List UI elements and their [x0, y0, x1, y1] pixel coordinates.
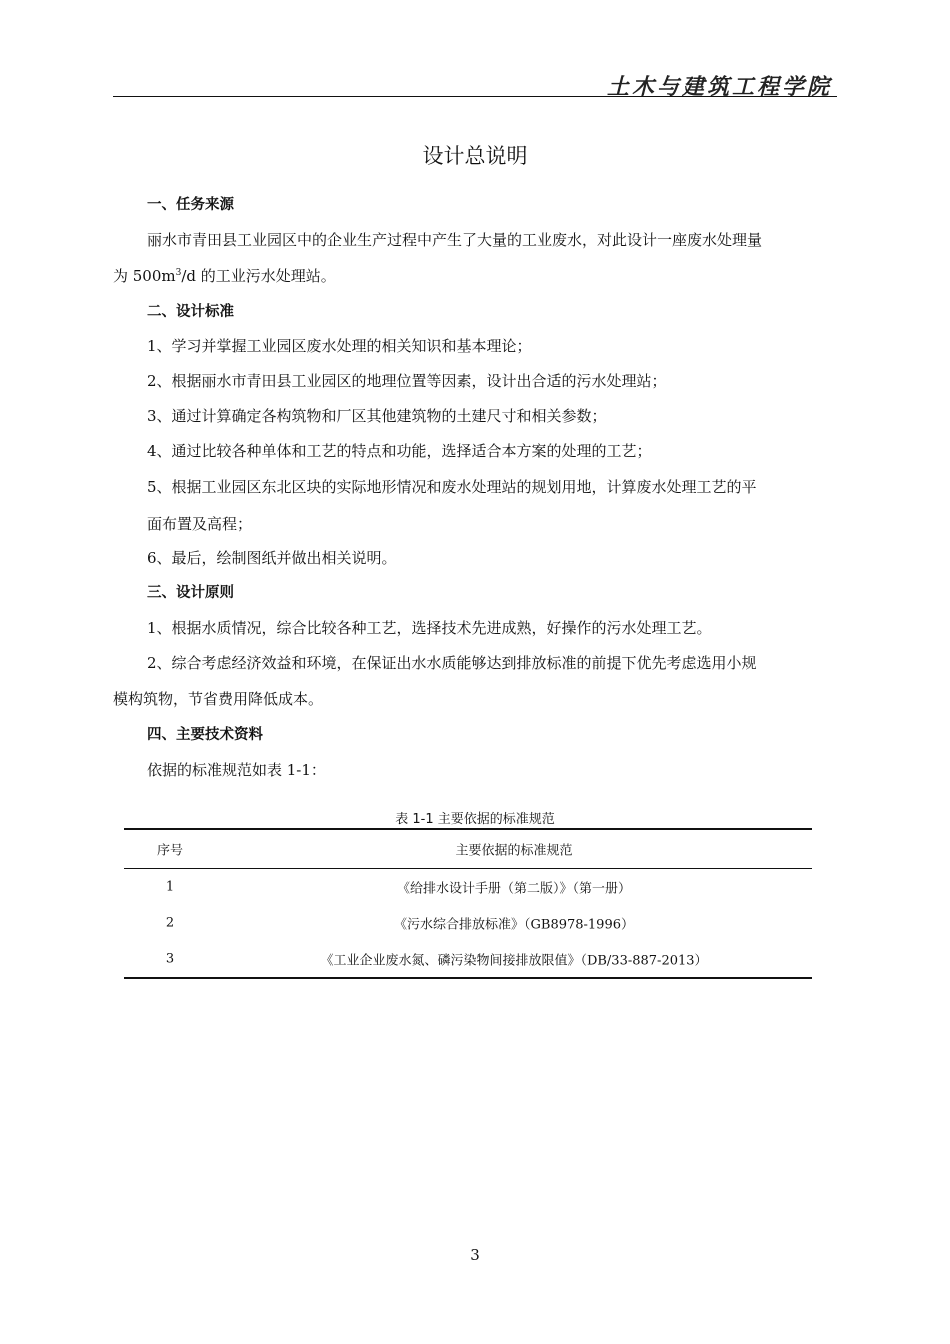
cell-no: 1: [165, 879, 175, 895]
paragraph-line: 依据的标准规范如表 1-1：: [147, 761, 326, 779]
text-fragment: /d 的工业污水处理站。: [181, 267, 336, 285]
section-heading-1: 一、任务来源: [147, 197, 234, 213]
header-cell-no: 序号: [156, 843, 183, 859]
paragraph-line: [113, 266, 837, 286]
cell-no: 3: [165, 951, 175, 967]
section-heading-3: 三、设计原则: [147, 585, 234, 601]
section-heading-2: 二、设计标准: [147, 304, 234, 320]
list-item-continuation: 面布置及高程；: [147, 515, 253, 533]
cell-standard: 《工业企业废水氮、磷污染物间接排放限值》（DB/33-887-2013）: [320, 953, 708, 969]
college-logo: 土木与建筑工程学院: [606, 74, 832, 100]
paragraph-line: 丽水市青田县工业园区中的企业生产过程中产生了大量的工业废水，对此设计一座废水处理量: [147, 231, 763, 249]
header-rule: [113, 96, 837, 97]
list-item: 5、根据工业园区东北区块的实际地形情况和废水处理站的规划用地，计算废水处理工艺的平: [147, 478, 757, 496]
table-row: [124, 869, 812, 905]
standards-table: [124, 828, 812, 979]
table-row: [124, 941, 812, 977]
cell-no: 2: [165, 915, 175, 931]
page-title: 设计总说明: [422, 144, 528, 168]
list-item: 4、通过比较各种单体和工艺的特点和功能，选择适合本方案的处理的工艺；: [147, 442, 652, 460]
text-fragment: 为 500m: [113, 267, 176, 285]
list-item: 2、综合考虑经济效益和环境，在保证出水水质能够达到排放标准的前提下优先考虑选用小规: [147, 654, 757, 672]
list-item: 6、最后，绘制图纸并做出相关说明。: [147, 549, 397, 567]
list-item: 2、根据丽水市青田县工业园区的地理位置等因素，设计出合适的污水处理站；: [147, 372, 667, 390]
list-item: 3、通过计算确定各构筑物和厂区其他建筑物的土建尺寸和相关参数；: [147, 407, 607, 425]
cell-standard: 《污水综合排放标准》（GB8978-1996）: [394, 917, 634, 933]
list-item-continuation: 模构筑物，节省费用降低成本。: [113, 690, 324, 708]
list-item: 1、学习并掌握工业园区废水处理的相关知识和基本理论；: [147, 337, 532, 355]
table-row: [124, 905, 812, 941]
superscript: 3: [175, 268, 182, 278]
section-heading-4: 四、主要技术资料: [147, 727, 263, 743]
table-caption: 表 1-1 主要依据的标准规范: [395, 812, 555, 827]
list-item: 1、根据水质情况，综合比较各种工艺，选择技术先进成熟，好操作的污水处理工艺。: [147, 619, 712, 637]
cell-standard: 《给排水设计手册（第二版）》（第一册）: [396, 881, 631, 897]
header-cell-standard: 主要依据的标准规范: [455, 843, 573, 859]
table-header-row: [124, 830, 812, 869]
page-number: 3: [470, 1246, 480, 1264]
